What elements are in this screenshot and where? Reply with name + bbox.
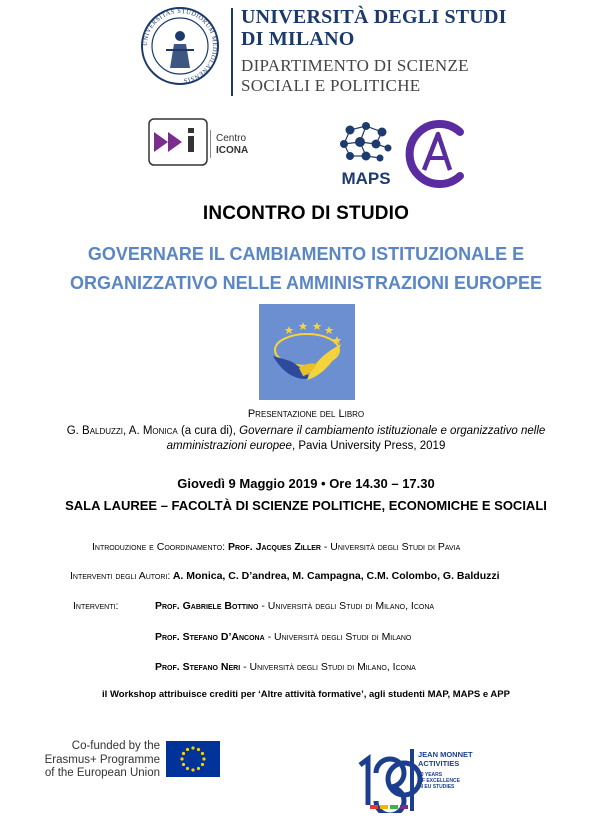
intro-affiliation: - Università degli Studi di Pavia bbox=[320, 541, 461, 553]
jm-line5: IN EU STUDIES bbox=[418, 784, 455, 790]
event-type-title: INCONTRO DI STUDIO bbox=[202, 203, 410, 224]
cofund-text bbox=[20, 740, 160, 781]
book-citation bbox=[30, 424, 582, 454]
jm-line3: 30 YEARS bbox=[418, 772, 443, 778]
book-authors: G. Balduzzi, A. Monica bbox=[66, 425, 178, 437]
cofund-line1: Co-funded by the bbox=[71, 740, 160, 752]
book-publisher: , Pavia University Press, 2019 bbox=[291, 440, 446, 452]
icona-divider bbox=[210, 130, 211, 158]
talk-item bbox=[155, 631, 411, 643]
maps-logo-icon bbox=[330, 118, 402, 190]
talk-affiliation: - Università degli Studi di Milano, Icona bbox=[258, 600, 435, 612]
talk-affiliation: - Università degli Studi di Milano, Icona bbox=[240, 661, 416, 673]
authors-label: Interventi degli Autori: bbox=[70, 570, 171, 582]
credits-note: il Workshop attribuisce crediti per ‘Altre attività formative’, agli studenti MAP, MAPS e APP bbox=[102, 689, 510, 700]
maps-label: MAPS bbox=[341, 169, 391, 188]
book-editors-note: (a cura di), bbox=[177, 425, 240, 437]
book-title: Governare il cambiamento istituzionale e organizzativo nelle amministrazioni europee bbox=[166, 425, 546, 452]
cofund-line2: Erasmus+ Programme bbox=[44, 753, 160, 766]
university-name-line2: DI MILANO bbox=[241, 28, 355, 50]
icona-label-line2: ICONA bbox=[216, 145, 249, 156]
talk-speaker: Prof. Stefano Neri bbox=[155, 661, 241, 673]
event-datetime: Giovedì 9 Maggio 2019 • Ore 14.30 – 17.30 bbox=[177, 476, 435, 491]
book-cover-icon bbox=[259, 304, 355, 400]
jm-line1: JEAN MONNET bbox=[418, 750, 473, 759]
svg-text:UNIVERSITAS STUDIORUM MEDIOLAN: UNIVERSITAS STUDIORUM MEDIOLANENSIS bbox=[141, 7, 219, 84]
event-venue: SALA LAUREE – FACOLTÀ DI SCIENZE POLITICHE, ECONOMICHE E SOCIALI bbox=[65, 498, 547, 513]
authors-list: A. Monica, C. D’andrea, M. Campagna, C.M. Colombo, G. Balduzzi bbox=[170, 570, 500, 582]
icona-label-line1: Centro bbox=[216, 133, 247, 144]
icona-label bbox=[216, 133, 248, 157]
talk-affiliation: - Università degli Studi di Milano bbox=[264, 631, 412, 643]
eu-flag-icon bbox=[166, 741, 220, 777]
jm-line2: ACTIVITIES bbox=[418, 759, 460, 768]
intro-speaker: Prof. Jacques Ziller bbox=[225, 541, 321, 553]
talk-item bbox=[155, 661, 416, 673]
jean-monnet-logo-icon bbox=[350, 745, 520, 813]
department-name-line1: DIPARTIMENTO DI SCIENZE bbox=[241, 56, 469, 75]
header-divider bbox=[231, 8, 233, 96]
intro-line bbox=[92, 541, 460, 553]
event-title-line1: GOVERNARE IL CAMBIAMENTO ISTITUZIONALE E bbox=[87, 244, 525, 264]
university-name-line1: UNIVERSITÀ DEGLI STUDI bbox=[241, 6, 507, 28]
event-title-line2: ORGANIZZATIVO NELLE AMMINISTRAZIONI EUROPEE bbox=[70, 273, 542, 293]
department-name-line2: SOCIALI E POLITICHE bbox=[241, 76, 421, 95]
talks-label: Interventi: bbox=[73, 600, 119, 612]
icona-logo-icon bbox=[148, 118, 208, 166]
university-name bbox=[241, 6, 507, 50]
jm-line4: OF EXCELLENCE bbox=[418, 778, 460, 784]
cofund-line3: of the European Union bbox=[44, 767, 160, 779]
university-seal-icon bbox=[140, 6, 220, 86]
talk-item bbox=[155, 600, 434, 612]
talk-speaker: Prof. Stefano D’Ancona bbox=[155, 631, 265, 643]
department-name bbox=[241, 56, 469, 96]
authors-line bbox=[70, 570, 500, 582]
talk-speaker: Prof. Gabriele Bottino bbox=[155, 600, 259, 612]
intro-label: Introduzione e Coordinamento: bbox=[92, 541, 226, 553]
ca-logo-icon bbox=[398, 118, 472, 188]
event-title bbox=[0, 240, 612, 298]
presentation-label: Presentazione del Libro bbox=[247, 408, 365, 420]
